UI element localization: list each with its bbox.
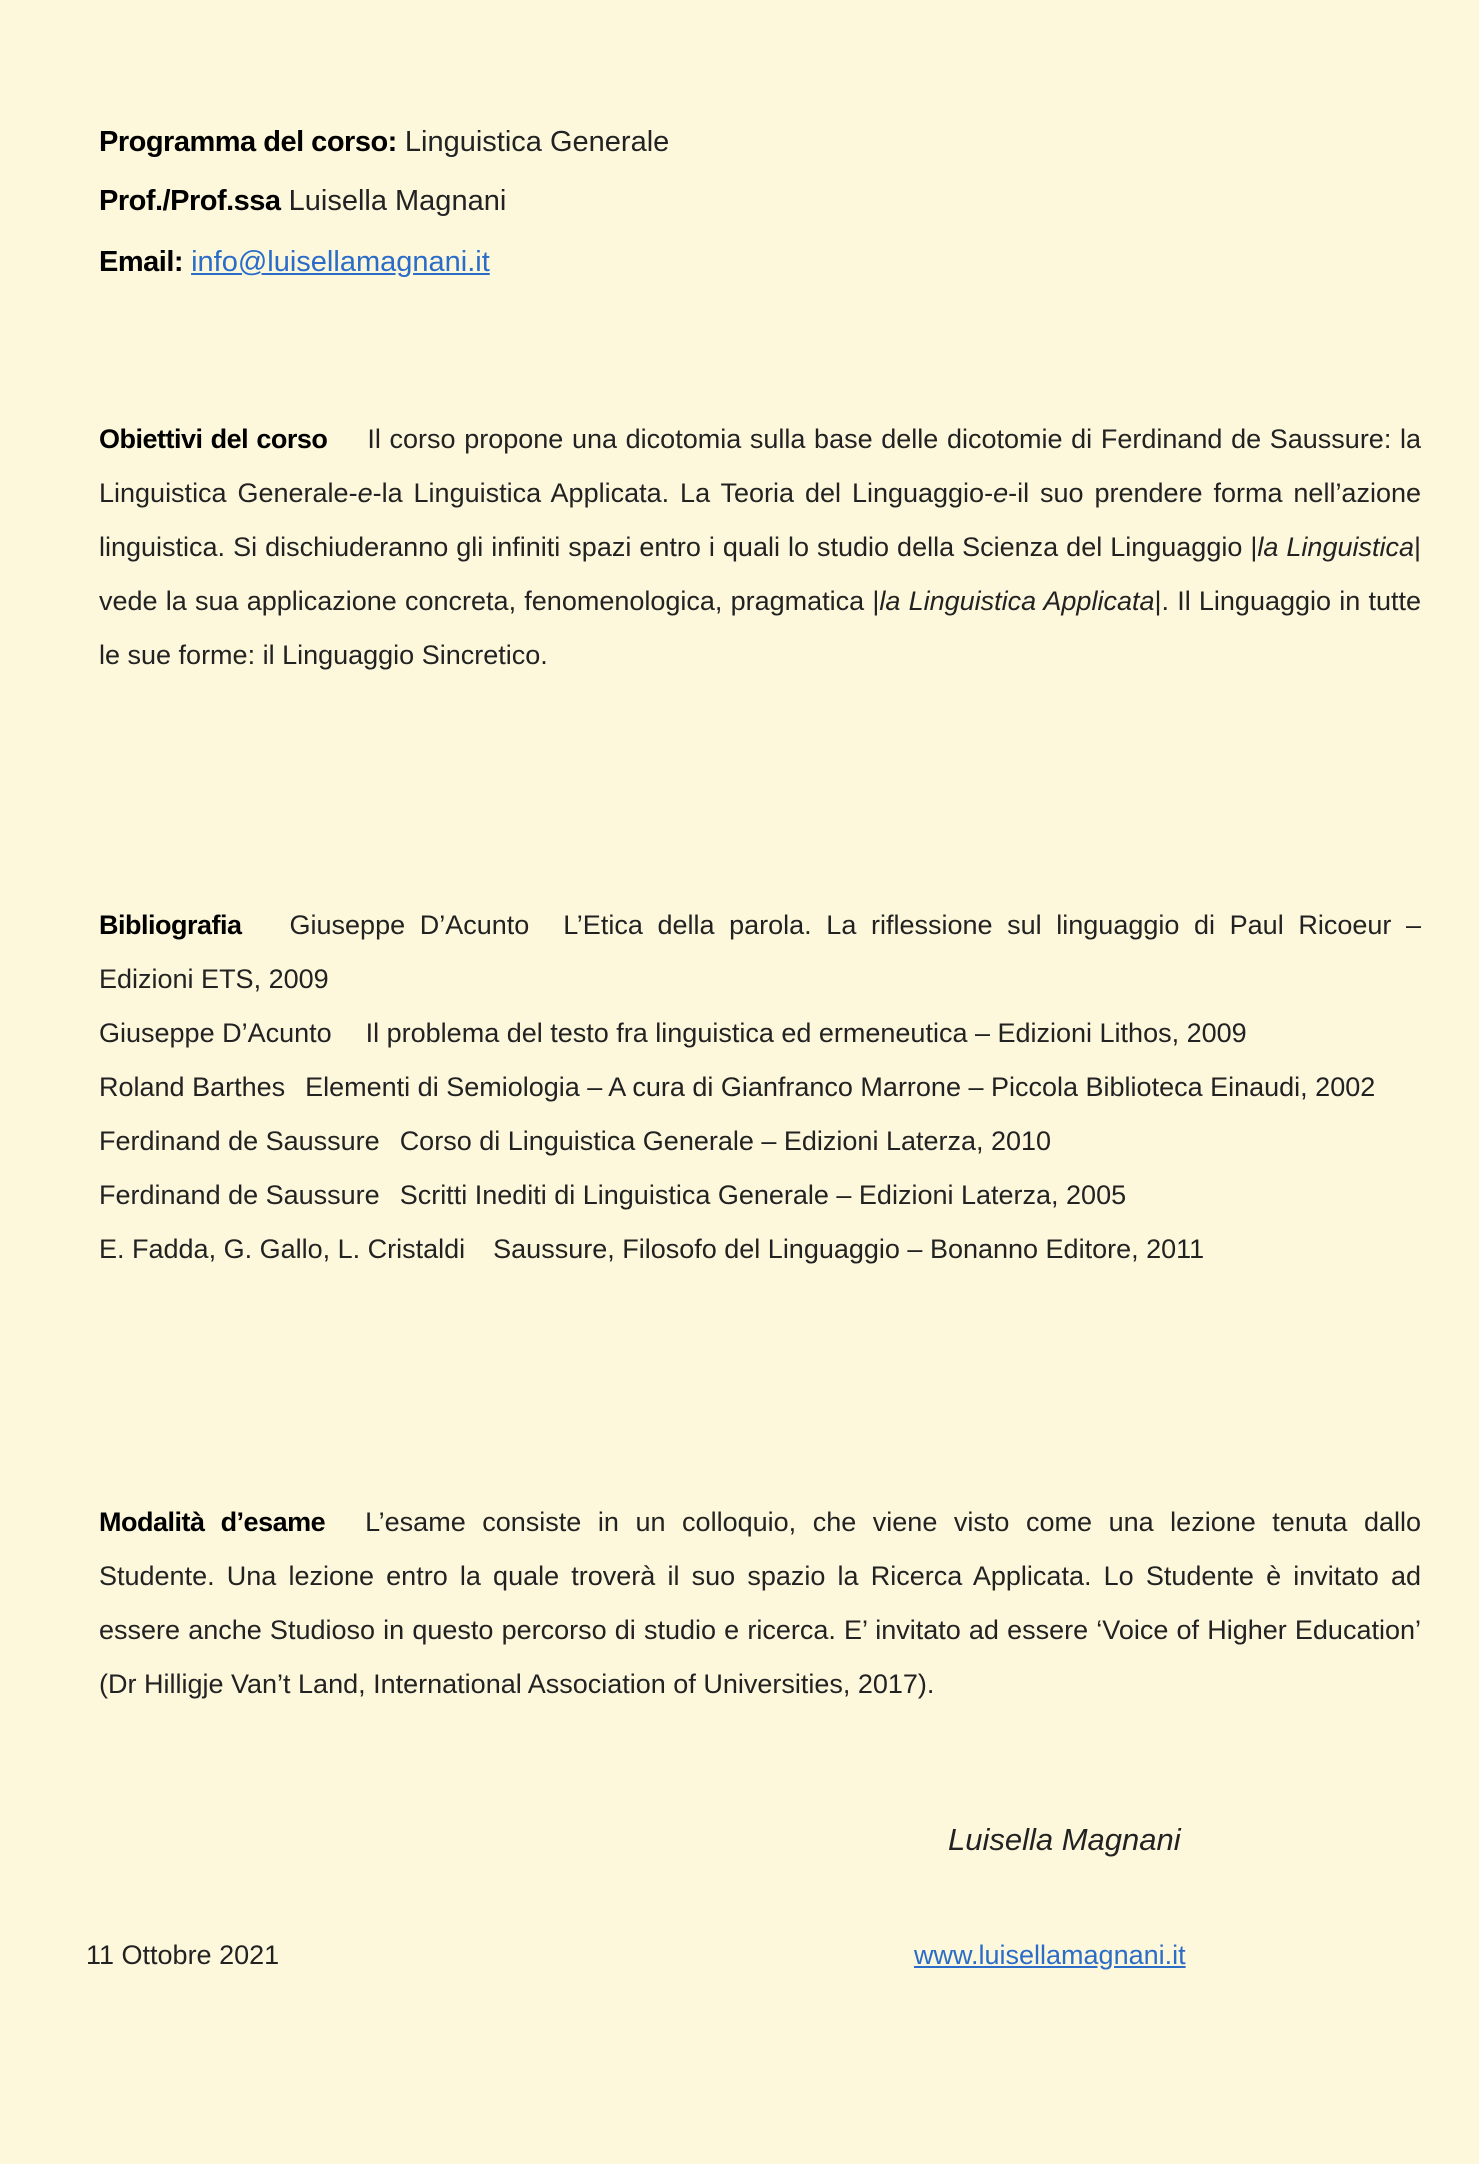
- signature: Luisella Magnani: [948, 1822, 1181, 1857]
- objectives-italic-3: la Linguistica: [1257, 532, 1414, 562]
- objectives-section: [99, 412, 1421, 682]
- objectives-text-1: Il corso propone una dicotomia sulla base delle dicotomie di Ferdinand de Saussure: la Linguistica Generale-: [99, 424, 1421, 508]
- course-value: Linguistica Generale: [404, 126, 670, 158]
- objectives-text-2: -la Linguistica Applicata. La Teoria del Linguaggio-: [372, 478, 994, 508]
- bibliography-entry: [99, 1114, 1421, 1168]
- email-label: Email:: [99, 246, 184, 278]
- bibliography-first-author: Giuseppe D’Acunto: [289, 910, 530, 940]
- objectives-label: Obiettivi del corso: [99, 424, 328, 454]
- objectives-italic-1: e: [357, 478, 373, 508]
- objectives-text-3: -il suo prendere forma nell’azione linguistica. Si dischiuderanno gli infiniti spazi entro i quali lo studio della Scienza del Linguaggio |: [99, 478, 1421, 562]
- bibliography-entry: [99, 1006, 1421, 1060]
- bibliography-entry: [99, 1222, 1421, 1276]
- bibliography-first-entry: [99, 898, 1421, 1006]
- exam-text: L’esame consiste in un colloquio, che viene visto come una lezione tenuta dallo Studente. Una lezione entro la quale troverà il suo spazio la Ricerca Applicata. Lo Studente è invitato ad essere anche Studioso in questo percorso di studio e ricerca. E’ invitato ad essere ‘Voice of Higher Education’ (Dr Hilligje Van’t Land, International Association of Universities, 2017).: [99, 1507, 1421, 1699]
- website-link[interactable]: www.luisellamagnani.it: [914, 1940, 1186, 1970]
- professor-label: Prof./Prof.ssa: [99, 185, 281, 217]
- objectives-italic-4: la Linguistica Applicata: [879, 586, 1155, 616]
- bibliography-title: Saussure, Filosofo del Linguaggio – Bonanno Editore, 2011: [493, 1234, 1205, 1264]
- objectives-italic-2: e: [993, 478, 1009, 508]
- document-date: 11 Ottobre 2021: [86, 1940, 280, 1970]
- exam-section: [99, 1495, 1421, 1711]
- professor-value: Luisella Magnani: [288, 185, 507, 217]
- bibliography-entry: [99, 1060, 1421, 1114]
- bibliography-entry: [99, 1168, 1421, 1222]
- bibliography-first-title: L’Etica della parola. La riflessione sul linguaggio di Paul Ricoeur – Edizioni ETS, 2009: [99, 910, 1421, 994]
- bibliography-author: Ferdinand de Saussure: [99, 1126, 380, 1156]
- bibliography-author: Giuseppe D’Acunto: [99, 1018, 332, 1048]
- exam-label: Modalità d’esame: [99, 1507, 326, 1537]
- email-link[interactable]: info@luisellamagnani.it: [191, 246, 490, 278]
- objectives-text-5: |. Il Linguaggio in tutte le sue forme: il Linguaggio Sincretico.: [99, 586, 1421, 670]
- bibliography-title: Il problema del testo fra linguistica ed ermeneutica – Edizioni Lithos, 2009: [365, 1018, 1247, 1048]
- bibliography-title: Corso di Linguistica Generale – Edizioni Laterza, 2010: [399, 1126, 1052, 1156]
- bibliography-author: Ferdinand de Saussure: [99, 1180, 380, 1210]
- bibliography-label: Bibliografia: [99, 910, 242, 940]
- course-line: [99, 122, 669, 162]
- email-line: [99, 242, 490, 282]
- objectives-text-4: | vede la sua applicazione concreta, fenomenologica, pragmatica |: [99, 532, 1422, 616]
- bibliography-title: Elementi di Semiologia – A cura di Gianfranco Marrone – Piccola Biblioteca Einaudi, 2002: [305, 1072, 1376, 1102]
- bibliography-section: [99, 898, 1421, 1276]
- bibliography-author: Roland Barthes: [99, 1072, 286, 1102]
- course-label: Programma del corso:: [99, 126, 397, 158]
- bibliography-title: Scritti Inediti di Linguistica Generale – Edizioni Laterza, 2005: [399, 1180, 1127, 1210]
- professor-line: [99, 181, 506, 221]
- bibliography-author: E. Fadda, G. Gallo, L. Cristaldi: [99, 1234, 466, 1264]
